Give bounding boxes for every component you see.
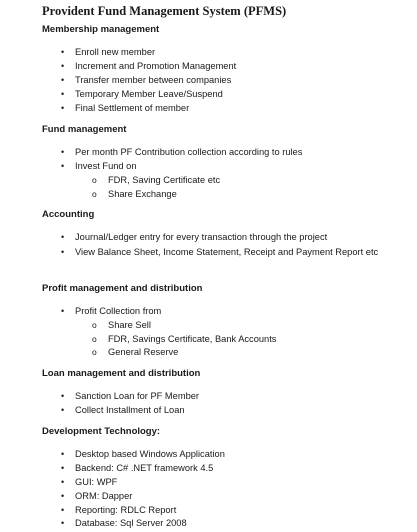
sub-bullet-icon: o — [92, 334, 97, 344]
list-item: • Database: Sql Server 2008 — [61, 518, 187, 528]
sub-list-item: o Share Exchange — [92, 189, 177, 199]
list-item: • Transfer member between companies — [61, 75, 232, 85]
list-item: • Desktop based Windows Application — [61, 449, 225, 459]
list-item: • GUI: WPF — [61, 477, 118, 487]
bullet-icon: • — [61, 47, 65, 57]
list-item: • Temporary Member Leave/Suspend — [61, 89, 223, 99]
list-item: • Enroll new member — [61, 47, 156, 57]
section-heading-membership: Membership management — [42, 24, 160, 35]
document-title: Provident Fund Management System (PFMS) — [42, 4, 287, 18]
list-item: • Backend: C# .NET framework 4.5 — [61, 463, 214, 473]
bullet-icon: • — [61, 247, 65, 257]
bullet-icon: • — [61, 232, 65, 242]
sub-bullet-icon: o — [92, 189, 97, 199]
section-heading-loan: Loan management and distribution — [42, 368, 201, 379]
sub-bullet-icon: o — [92, 320, 97, 330]
list-item: • Invest Fund on — [61, 161, 137, 171]
bullet-icon: • — [61, 463, 65, 473]
list-item: • Increment and Promotion Management — [61, 61, 237, 71]
sub-bullet-icon: o — [92, 175, 97, 185]
sub-list-item: o FDR, Savings Certificate, Bank Accounts — [92, 334, 277, 344]
bullet-icon: • — [61, 449, 65, 459]
bullet-icon: • — [61, 391, 65, 401]
sub-list-item: o FDR, Saving Certificate etc — [92, 175, 221, 185]
section-heading-technology: Development Technology: — [42, 426, 161, 437]
bullet-icon: • — [61, 89, 65, 99]
list-item: • Final Settlement of member — [61, 103, 190, 113]
section-heading-fund: Fund management — [42, 124, 127, 135]
bullet-icon: • — [61, 518, 65, 528]
list-item: • Sanction Loan for PF Member — [61, 391, 200, 401]
list-item: • ORM: Dapper — [61, 491, 133, 501]
bullet-icon: • — [61, 505, 65, 515]
list-item: • Collect Installment of Loan — [61, 405, 185, 415]
list-item: • View Balance Sheet, Income Statement, Receipt and Payment Report etc — [61, 247, 379, 257]
bullet-icon: • — [61, 61, 65, 71]
section-heading-profit: Profit management and distribution — [42, 283, 203, 294]
sub-bullet-icon: o — [92, 347, 97, 357]
sub-list-item: o Share Sell — [92, 320, 151, 330]
list-item: • Profit Collection from — [61, 306, 162, 316]
section-heading-accounting: Accounting — [42, 209, 95, 220]
bullet-icon: • — [61, 161, 65, 171]
bullet-icon: • — [61, 75, 65, 85]
sub-list-item: o General Reserve — [92, 347, 179, 357]
bullet-icon: • — [61, 147, 65, 157]
bullet-icon: • — [61, 306, 65, 316]
bullet-icon: • — [61, 103, 65, 113]
list-item: • Per month PF Contribution collection according to rules — [61, 147, 303, 157]
bullet-icon: • — [61, 491, 65, 501]
list-item: • Journal/Ledger entry for every transaction through the project — [61, 232, 328, 242]
list-item: • Reporting: RDLC Report — [61, 505, 177, 515]
bullet-icon: • — [61, 477, 65, 487]
bullet-icon: • — [61, 405, 65, 415]
